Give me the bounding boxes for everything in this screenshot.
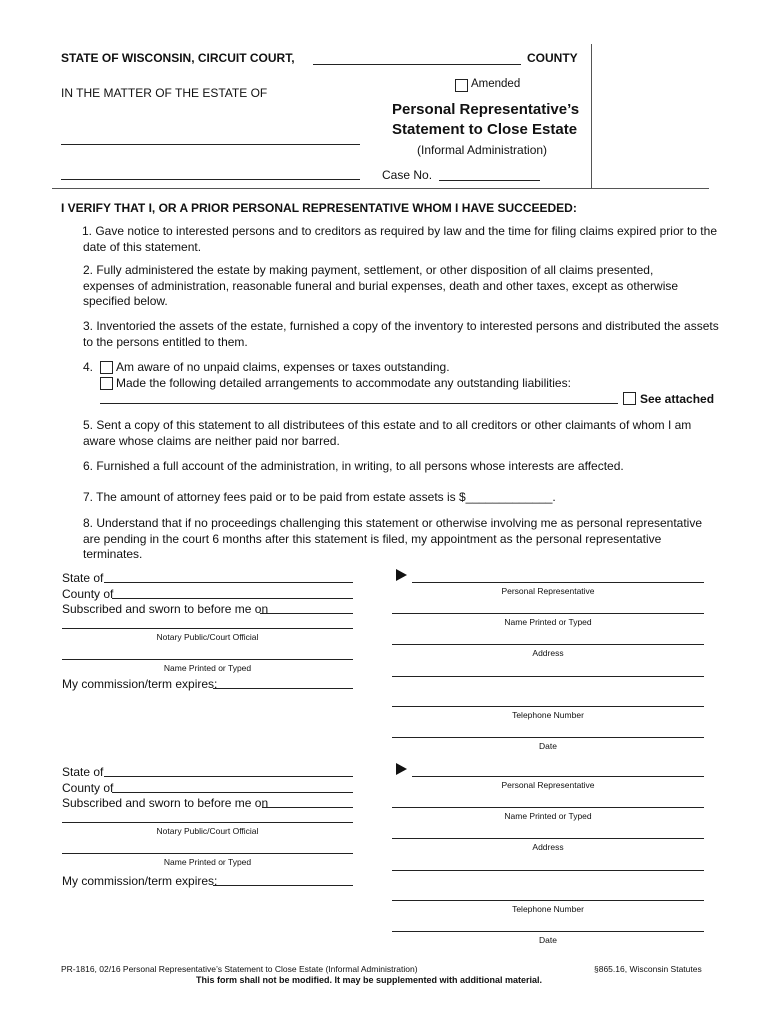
amended-checkbox[interactable] [455,79,468,92]
signature2-address-caption: Address [532,842,564,852]
see-attached-checkbox[interactable] [623,392,636,405]
sign-here-arrow-icon [396,569,407,581]
notary2-county-field[interactable] [112,792,353,793]
signature2-address-line[interactable] [392,838,704,839]
notary1-state-field[interactable] [104,582,353,583]
signature2-date-caption: Date [539,935,557,945]
item-1: 1. Gave notice to interested persons and to creditors as required by law and the time for filing claims expired prior to the date of this statement. [82,224,717,254]
signature1-address-caption: Address [532,648,564,658]
item-7: 7. The amount of attorney fees paid or to be paid from estate assets is $_____________. [83,490,556,504]
no-unpaid-claims-checkbox[interactable] [100,361,113,374]
verify-heading: I VERIFY THAT I, OR A PRIOR PERSONAL REPRESENTATIVE WHOM I HAVE SUCCEEDED: [61,201,577,215]
county-name-field[interactable] [313,64,521,65]
signature1-name-line[interactable] [392,613,704,614]
notary2-official-line[interactable] [62,822,353,823]
signature1-name-caption: Name Printed or Typed [504,617,592,627]
item-4-option-1: Am aware of no unpaid claims, expenses or taxes outstanding. [116,360,450,374]
arrangements-checkbox[interactable] [100,377,113,390]
header-divider [591,44,592,188]
signature1-date-line[interactable] [392,737,704,738]
notary2-official-caption: Notary Public/Court Official [156,826,259,836]
signature2-name-caption: Name Printed or Typed [504,811,592,821]
form-id: PR-1816, 02/16 Personal Representative’s Statement to Close Estate (Informal Administration) [61,964,418,974]
court-state-label: STATE OF WISCONSIN, CIRCUIT COURT, [61,51,295,65]
notary1-subscribed-label: Subscribed and sworn to before me on [62,602,269,616]
item-2: 2. Fully administered the estate by making payment, settlement, or other disposition of all claims presented, expenses of administration, reasonable funeral and burial expenses, death and other taxes, except as otherwise specified below. [83,263,679,308]
amended-label: Amended [471,78,521,90]
form-subtitle: (Informal Administration) [417,143,548,157]
notary2-name-line[interactable] [62,853,353,854]
signature2-line[interactable] [412,776,704,777]
signature1-telephone-line[interactable] [392,706,704,707]
case-no-field[interactable] [439,180,540,181]
signature2-date-line[interactable] [392,931,704,932]
notary1-state-label: State of [62,571,104,585]
notary1-official-line[interactable] [62,628,353,629]
notary2-state-label: State of [62,765,104,779]
case-no-label: Case No. [382,168,433,182]
signature2-name-line[interactable] [392,807,704,808]
item-3: 3. Inventoried the assets of the estate, furnished a copy of the inventory to interested persons and distributed the assets to the persons entitled to them. [83,319,719,349]
notary2-name-caption: Name Printed or Typed [163,857,252,867]
notary1-official-caption: Notary Public/Court Official [156,632,259,642]
county-label: COUNTY [527,51,578,65]
notary2-commission-field[interactable] [213,885,353,886]
notary1-county-field[interactable] [112,598,353,599]
signature2-telephone-line[interactable] [392,900,704,901]
notary1-date-field[interactable] [260,613,353,614]
notary2-subscribed-label: Subscribed and sworn to before me on [62,796,269,810]
sign-here-arrow-icon [396,763,407,775]
statute-reference: §865.16, Wisconsin Statutes [594,964,702,974]
signature1-line[interactable] [412,582,704,583]
form-title-line1: Personal Representative’s [392,101,580,118]
notary2-commission-label: My commission/term expires: [62,874,218,888]
signature2-address-line-2[interactable] [392,870,704,871]
item-8: 8. Understand that if no proceedings challenging this statement or otherwise involving me as personal representative are pending in the court 6 months after this statement is filed, my appointment as the personal representative terminates. [83,516,703,561]
signature1-address-line-2[interactable] [392,676,704,677]
item-4-option-2: Made the following detailed arrangements to accommodate any outstanding liabilities: [116,376,571,390]
signature2-caption: Personal Representative [501,780,595,790]
modification-notice: This form shall not be modified. It may be supplemented with additional material. [196,975,543,985]
notary2-state-field[interactable] [104,776,353,777]
estate-name-field-2[interactable] [61,179,360,180]
signature2-telephone-caption: Telephone Number [512,904,584,914]
notary1-commission-label: My commission/term expires: [62,677,218,691]
item-4-number: 4. [83,360,94,374]
estate-name-field-1[interactable] [61,144,360,145]
notary1-commission-field[interactable] [213,688,353,689]
notary2-date-field[interactable] [262,807,353,808]
notary1-name-line[interactable] [62,659,353,660]
notary2-county-label: County of [62,781,114,795]
form-title-line2: Statement to Close Estate [392,121,578,138]
signature1-date-caption: Date [539,741,557,751]
notary1-county-label: County of [62,587,114,601]
item-6: 6. Furnished a full account of the administration, in writing, to all persons whose interests are affected. [83,459,624,473]
signature1-telephone-caption: Telephone Number [512,710,584,720]
notary1-name-caption: Name Printed or Typed [163,663,252,673]
header-rule [52,188,709,189]
item-5: 5. Sent a copy of this statement to all distributees of this estate and to all creditors or other claimants of whom I am aware whose claims are neither paid nor barred. [83,418,692,448]
arrangements-field[interactable] [100,403,618,404]
matter-label: IN THE MATTER OF THE ESTATE OF [61,86,268,100]
signature1-address-line[interactable] [392,644,704,645]
see-attached-label: See attached [640,392,715,406]
signature1-caption: Personal Representative [501,586,595,596]
